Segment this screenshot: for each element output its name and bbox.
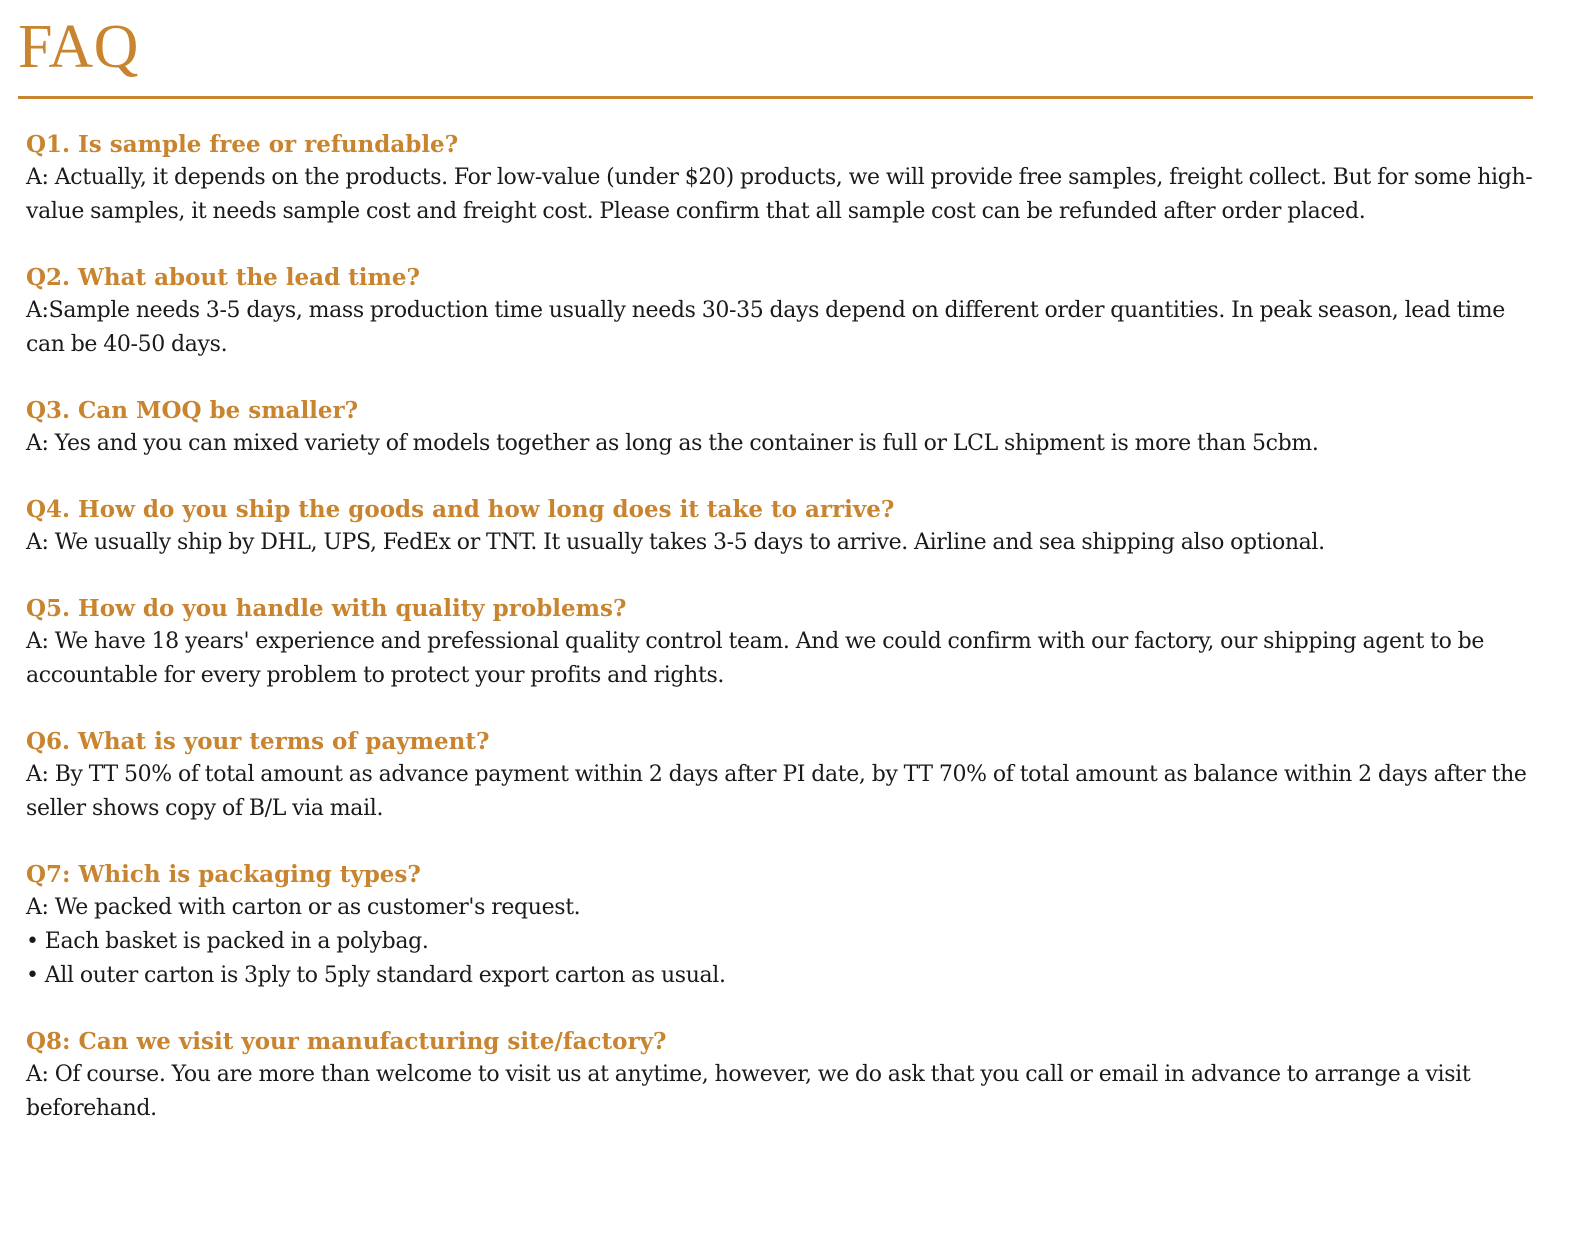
faq-answer: A: Yes and you can mixed variety of models together as long as the container is full or LCL shipment is more than 5cbm. [26, 431, 1319, 456]
faq-question: Q3. Can MOQ be smaller? [26, 397, 359, 424]
faq-answer: A: We usually ship by DHL, UPS, FedEx or TNT. It usually takes 3-5 days to arrive. Airline and sea shipping also optional. [26, 530, 1325, 555]
faq-item-6 [26, 726, 1538, 826]
faq-page [18, 0, 1538, 1159]
page-title: FAQ [18, 13, 139, 81]
faq-question: Q1. Is sample free or refundable? [26, 131, 459, 158]
faq-question: Q4. How do you ship the goods and how long does it take to arrive? [26, 496, 895, 523]
faq-answer: A: Of course. You are more than welcome to visit us at anytime, however, we do ask that you call or email in advance to arrange a visit beforehand. [26, 1062, 1471, 1121]
faq-item-4 [26, 494, 1538, 560]
faq-list [18, 129, 1538, 1126]
faq-item-5 [26, 593, 1538, 693]
faq-item-7 [26, 859, 1538, 993]
faq-question: Q2. What about the lead time? [26, 264, 420, 291]
faq-question: Q8: Can we visit your manufacturing site/factory? [26, 1028, 667, 1055]
faq-answer: A: We have 18 years' experience and prefessional quality control team. And we could confirm with our factory, our shipping agent to be accountable for every problem to protect your profits and rights. [26, 629, 1485, 688]
faq-question: Q5. How do you handle with quality problems? [26, 595, 627, 622]
faq-answer: A: By TT 50% of total amount as advance payment within 2 days after PI date, by TT 70% of total amount as balance within 2 days after the seller shows copy of B/L via mail. [26, 762, 1527, 821]
faq-item-1 [26, 129, 1538, 229]
faq-question: Q6. What is your terms of payment? [26, 728, 490, 755]
faq-answer: A: We packed with carton or as customer's request. • Each basket is packed in a polybag. • All outer carton is 3ply to 5ply standard export carton as usual. [26, 895, 726, 988]
faq-answer: A:Sample needs 3-5 days, mass production time usually needs 30-35 days depend on different order quantities. In peak season, lead time can be 40-50 days. [26, 298, 1505, 357]
faq-item-3 [26, 395, 1538, 461]
faq-answer: A: Actually, it depends on the products. For low-value (under $20) products, we will provide free samples, freight collect. But for some high-value samples, it needs sample cost and freight cost. Please confirm that all sample cost can be refunded after order placed. [26, 165, 1533, 224]
title-divider [18, 96, 1533, 99]
faq-item-8 [26, 1026, 1538, 1126]
faq-question: Q7: Which is packaging types? [26, 861, 421, 888]
faq-item-2 [26, 262, 1538, 362]
